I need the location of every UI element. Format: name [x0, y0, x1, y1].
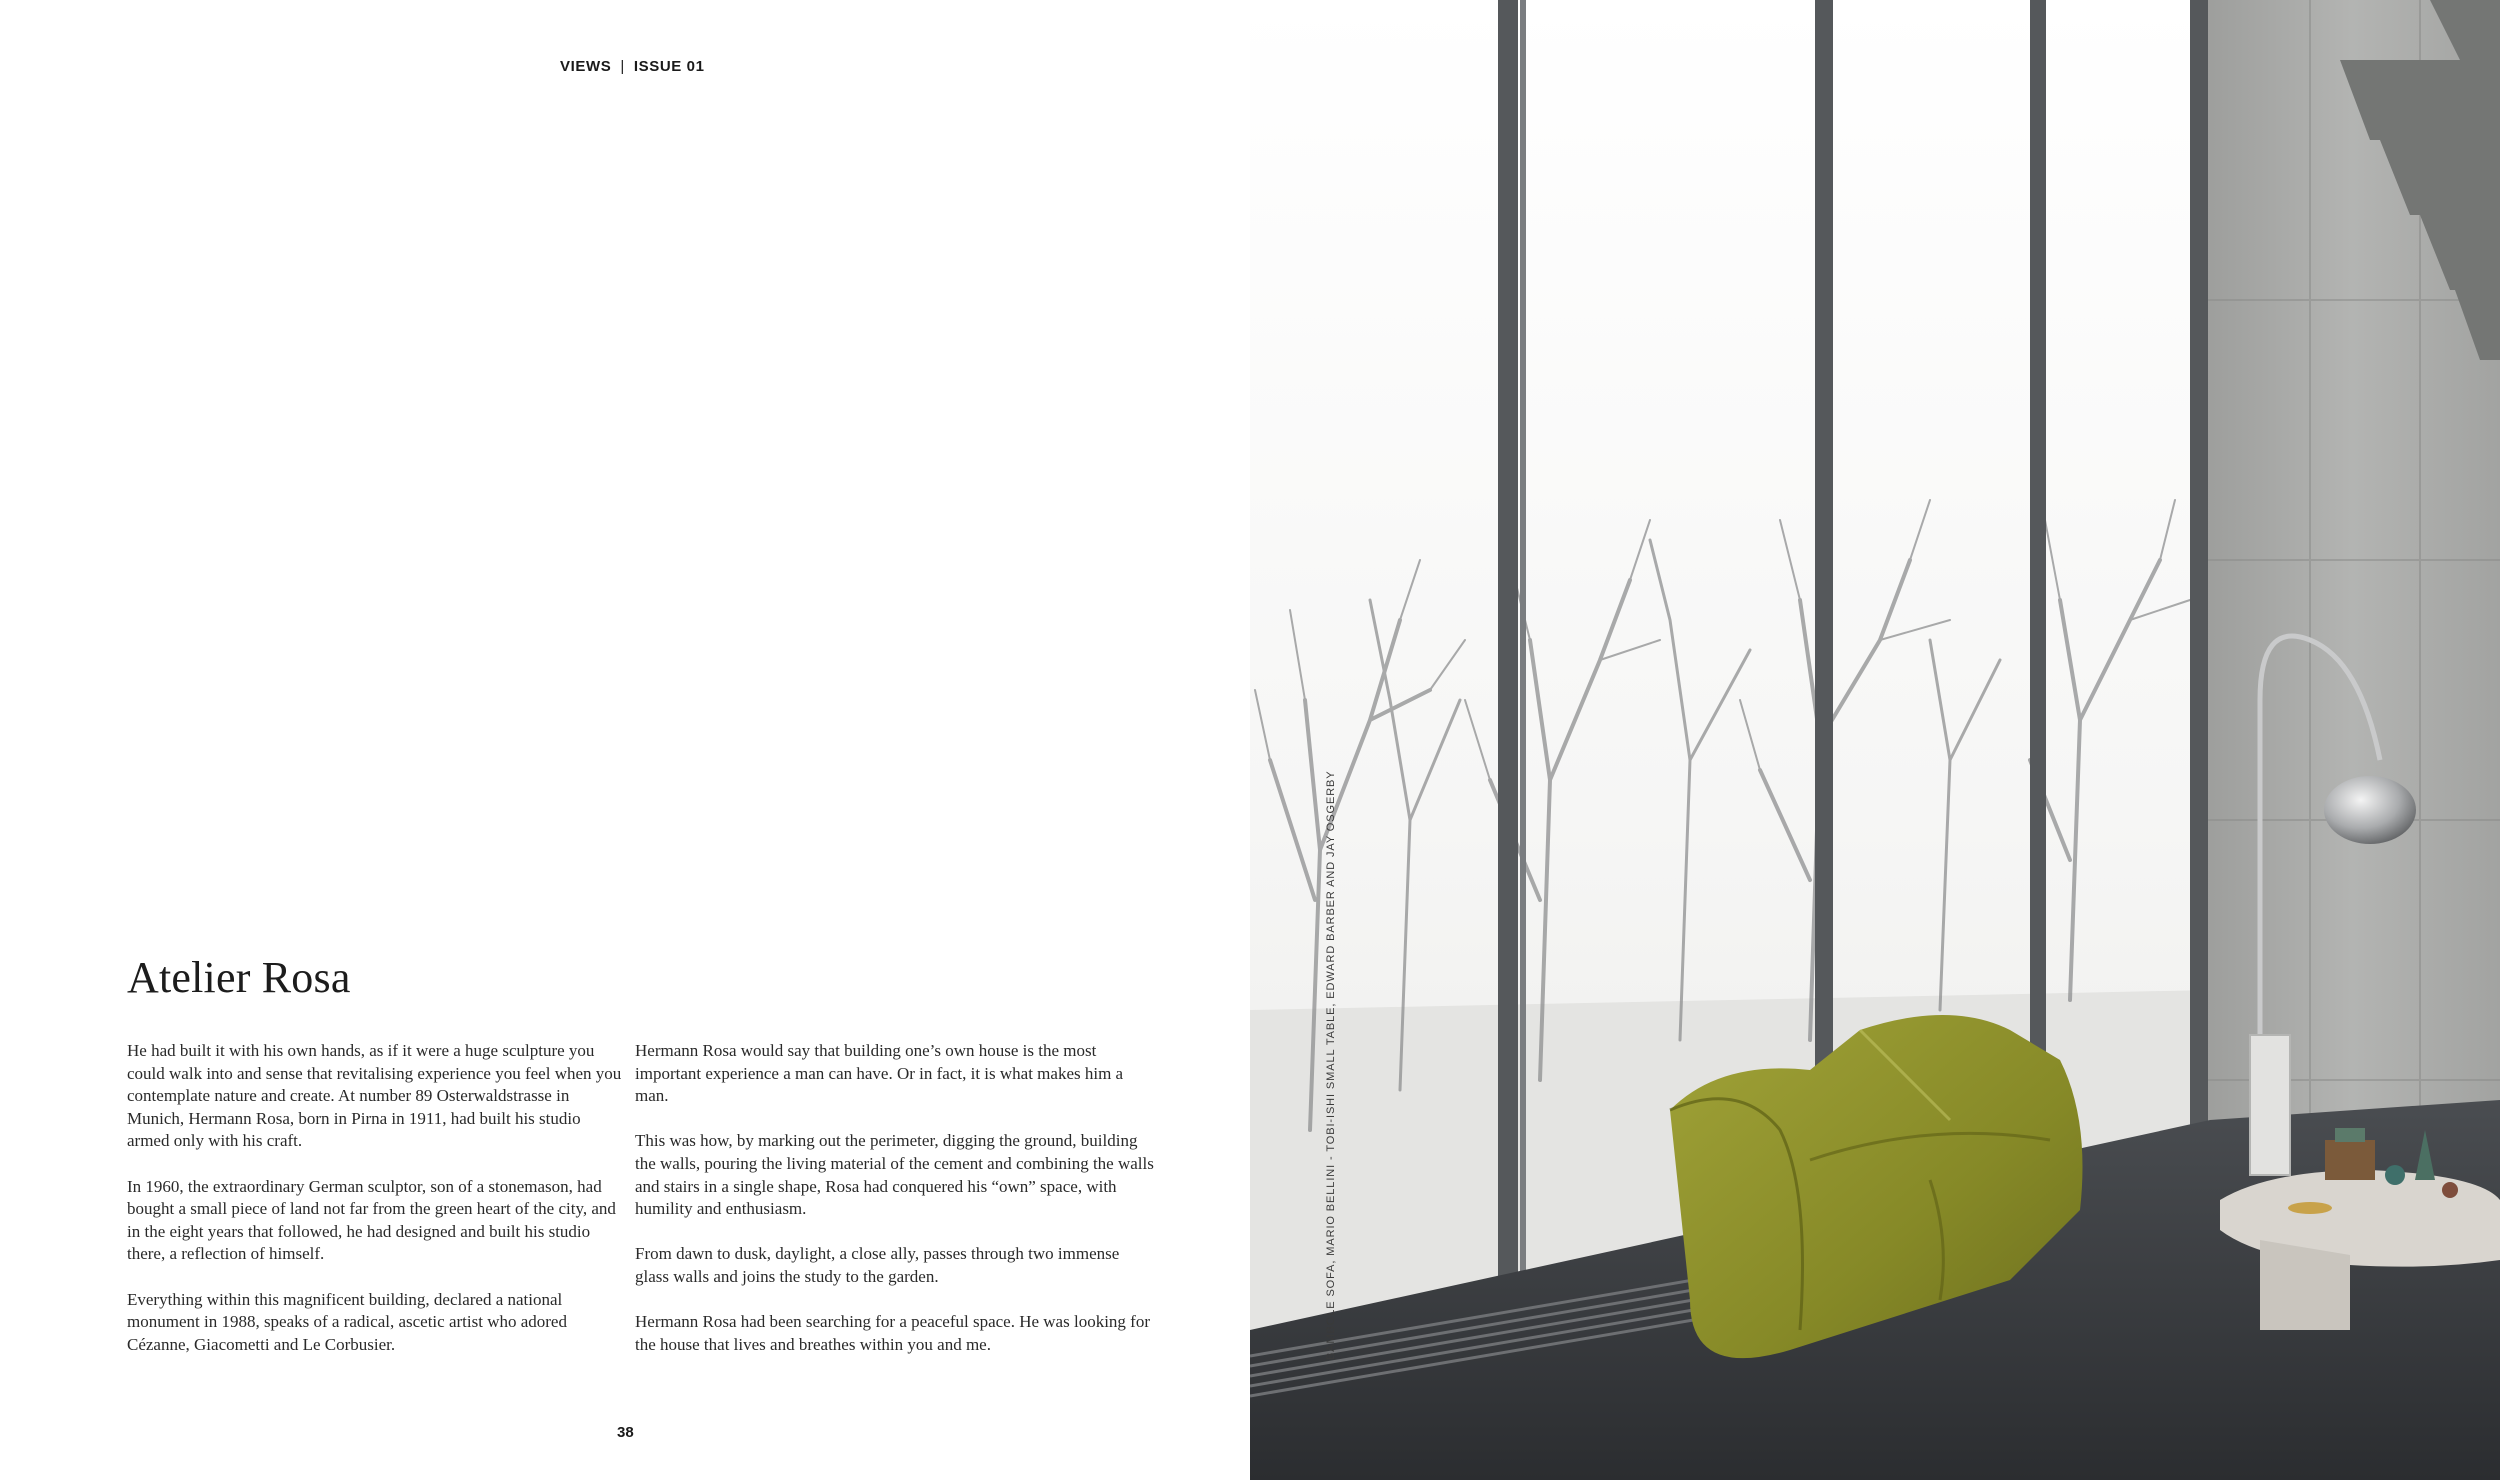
- paragraph: Everything within this magnificent building, declared a national monument in 1988, speaks of a radical, ascetic artist who adored Cézanne, Giacometti and Le Corbusier.: [127, 1289, 567, 1354]
- page-number: 38: [617, 1424, 634, 1441]
- running-header: [560, 58, 705, 75]
- paragraph: In 1960, the extraordinary German sculptor, son of a stonemason, had bought a small piece of land not far from the green heart of the city, and in the eight years that followed, he had designed and built his studio there, a reflection of himself.: [127, 1176, 616, 1264]
- photo-illustration: [1250, 0, 2500, 1480]
- photo-caption: BAMBOLE SOFA, MARIO BELLINI - TOBI-ISHI SMALL TABLE, EDWARD BARBER AND JAY OSGERBY: [1325, 770, 1337, 1360]
- header-separator: |: [620, 58, 625, 75]
- text-column-left: [127, 1040, 627, 1379]
- paragraph: This was how, by marking out the perimeter, digging the ground, building the walls, pouring the living material of the cement and combining the walls and stairs in a single shape, Rosa had conquered his “own” space, with humility and enthusiasm.: [635, 1131, 1154, 1219]
- paragraph: Hermann Rosa had been searching for a peaceful space. He was looking for the house that lives and breathes within you and me.: [635, 1312, 1150, 1354]
- paragraph: Hermann Rosa would say that building one’s own house is the most important experience a man can have. Or in fact, it is what makes him a man.: [635, 1041, 1124, 1106]
- article-title: Atelier Rosa: [127, 953, 351, 1002]
- paragraph: From dawn to dusk, daylight, a close ally, passes through two immense glass walls and joins the study to the garden.: [635, 1244, 1120, 1286]
- text-column-right: [635, 1040, 1155, 1379]
- interior-photograph: [1250, 0, 2500, 1480]
- paragraph: He had built it with his own hands, as if it were a huge sculpture you could walk into and sense that revitalising experience you feel when you contemplate nature and create. At number 89 Osterwaldstrasse in Munich, Hermann Rosa, born in Pirna in 1911, had built his studio armed only with his craft.: [127, 1041, 622, 1151]
- header-section: VIEWS: [560, 58, 612, 75]
- header-issue: ISSUE 01: [633, 58, 705, 75]
